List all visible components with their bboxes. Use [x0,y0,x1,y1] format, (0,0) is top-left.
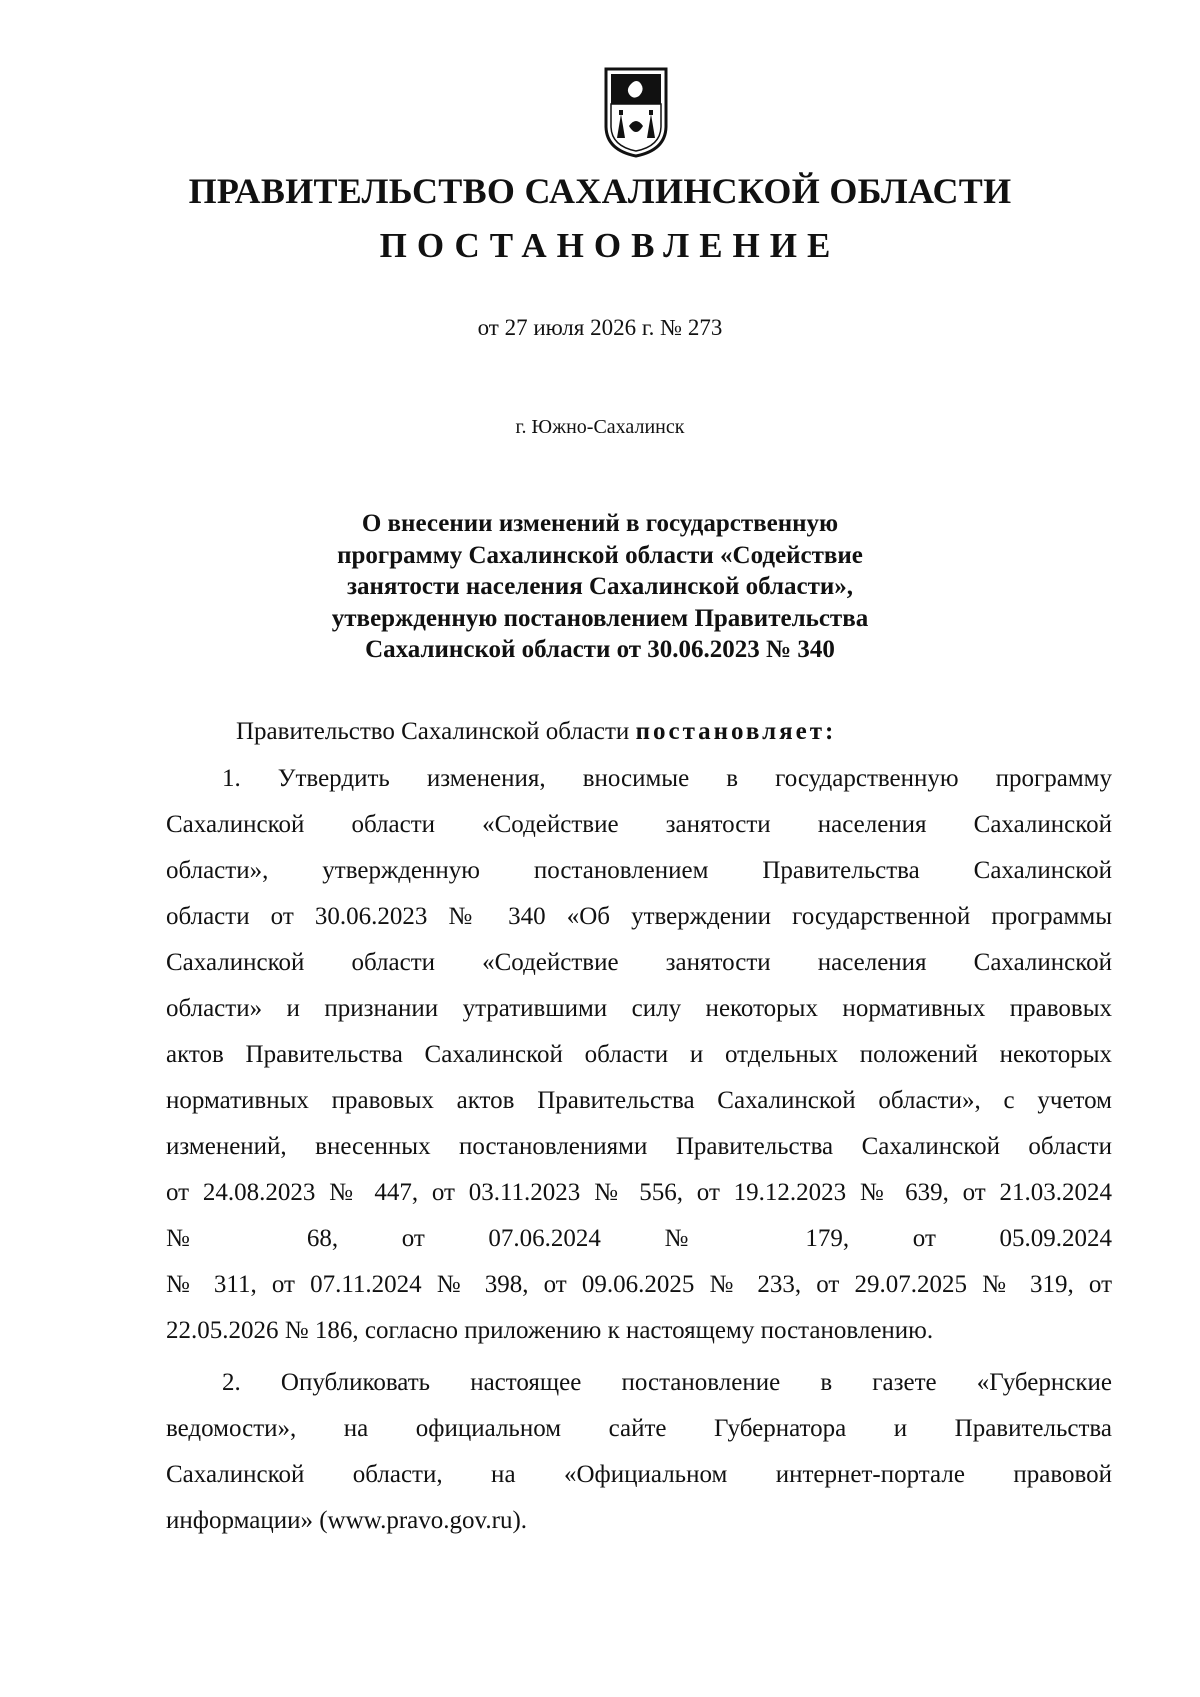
paragraph-line: от 24.08.2023 № 447, от 03.11.2023 № 556, от 19.12.2023 № 639, от 21.03.2024 [166,1179,1112,1206]
decree-preamble [236,718,836,746]
paragraph-line: области от 30.06.2023 № 340 «Об утверждении государственной программы [166,903,1112,930]
paragraph-line: ведомости», на официальном сайте Губернатора и Правительства [166,1415,1112,1442]
paragraph-line: Сахалинской области «Содействие занятости населения Сахалинской [166,811,1112,838]
paragraph-line: актов Правительства Сахалинской области и отдельных положений некоторых [166,1041,1112,1068]
document-type: ПОСТАНОВЛЕНИЕ [379,226,841,265]
paragraph-line: Сахалинской области «Содействие занятости населения Сахалинской [166,949,1112,976]
paragraph-line: 22.05.2026 № 186, согласно приложению к настоящему постановлению. [166,1317,934,1344]
subject-line: программу Сахалинской области «Содействие [337,541,863,569]
paragraph-line: нормативных правовых актов Правительства Сахалинской области», с учетом [166,1087,1112,1114]
paragraph-line: № 311, от 07.11.2024 № 398, от 09.06.2025 № 233, от 29.07.2025 № 319, от [166,1271,1112,1298]
document-date-number: от 27 июля 2026 г. № 273 [477,315,723,340]
document-place: г. Южно-Сахалинск [515,416,685,438]
document-subject [0,508,1200,666]
paragraph-line: Сахалинской области, на «Официальном интернет-портале правовой [166,1461,1112,1488]
subject-line: Сахалинской области от 30.06.2023 № 340 [365,636,835,663]
paragraph-line: области», утвержденную постановлением Правительства Сахалинской [166,857,1112,884]
subject-line: занятости населения Сахалинской области», [346,573,854,600]
subject-line: утвержденную постановлением Правительства [331,604,869,632]
organization-title: ПРАВИТЕЛЬСТВО САХАЛИНСКОЙ ОБЛАСТИ [188,171,1012,211]
paragraph-line: 2. Опубликовать настоящее постановление в газете «Губернские [222,1369,1112,1396]
paragraph-line: № 68, от 07.06.2024 № 179, от 05.09.2024 [166,1225,1112,1252]
preamble-text: Правительство Сахалинской области [236,718,636,745]
paragraph-line: 1. Утвердить изменения, вносимые в государственную программу [222,765,1112,792]
paragraph-line: области» и признании утратившими силу некоторых нормативных правовых [166,995,1112,1022]
coat-of-arms-icon [603,66,669,158]
paragraph-line: информации» (www.pravo.gov.ru). [166,1507,528,1534]
subject-line: О внесении изменений в государственную [361,510,839,537]
paragraph-line: изменений, внесенных постановлениями Правительства Сахалинской области [166,1133,1112,1160]
preamble-emphasis: постановляет: [635,718,837,745]
